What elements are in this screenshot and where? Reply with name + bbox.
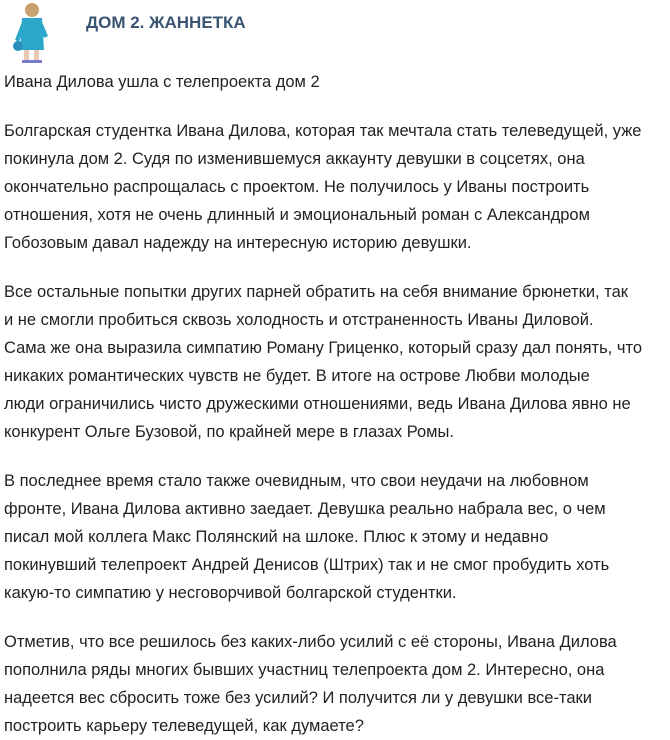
text-line: никаких романтических чувств не будет. В итоге на острове Любви молодые <box>4 367 590 385</box>
text-line: окончательно распрощалась с проектом. Не получилось у Иваны построить <box>4 178 590 196</box>
text-line: писал мой коллега Макс Полянский на шлоке. Плюс к этому и недавно <box>4 528 549 546</box>
text-line: пополнила ряды многих бывших участниц телепроекта дом 2. Интересно, она <box>4 661 605 679</box>
text-line: люди ограничились чисто дружескими отношениями, ведь Ивана Дилова явно не <box>4 395 631 413</box>
text-line: В последнее время стало также очевидным, что свои неудачи на любовном <box>4 472 589 490</box>
text-line: и не смогли пробиться сквозь холодность и отстраненность Иваны Диловой. <box>4 311 594 329</box>
text-line: какую-то симпатию у несговорчивой болгарской студентки. <box>4 584 457 602</box>
article-paragraph <box>4 117 666 257</box>
text-line: покинула дом 2. Судя по изменившемуся аккаунту девушки в соцсетях, она <box>4 150 585 168</box>
text-line: конкурент Ольге Бузовой, по крайней мере в глазах Ромы. <box>4 423 454 441</box>
text-line: Все остальные попытки других парней обратить на себя внимание брюнетки, так <box>4 283 628 301</box>
article <box>0 68 670 740</box>
text-line: Сама же она выразила симпатию Роману Гриценко, который сразу дал понять, что <box>4 339 642 357</box>
text-line: построить карьеру телеведущей, как думаете? <box>4 717 364 735</box>
avatar[interactable] <box>10 2 50 64</box>
header <box>0 0 670 68</box>
text-line: покинувший телепроект Андрей Денисов (Штрих) так и не смог пробудить хоть <box>4 556 610 574</box>
page-title[interactable]: ДОМ 2. ЖАННЕТКА <box>86 13 246 32</box>
article-paragraph <box>4 278 666 446</box>
text-line: Отметив, что все решилось без каких-либо усилий с её стороны, Ивана Дилова <box>4 633 617 651</box>
text-line: Гобозовым давал надежду на интересную историю девушки. <box>4 234 472 252</box>
text-line: фронте, Ивана Дилова активно заедает. Девушка реально набрала вес, о чем <box>4 500 606 518</box>
text-line: Болгарская студентка Ивана Дилова, которая так мечтала стать телеведущей, уже <box>4 122 642 140</box>
text-line: надеется вес сбросить тоже без усилий? И получится ли у девушки все-таки <box>4 689 592 707</box>
text-line: отношения, хотя не очень длинный и эмоциональный роман с Александром <box>4 206 590 224</box>
article-headline: Ивана Дилова ушла с телепроекта дом 2 <box>4 73 320 91</box>
article-paragraph <box>4 628 666 740</box>
article-paragraph <box>4 467 666 607</box>
